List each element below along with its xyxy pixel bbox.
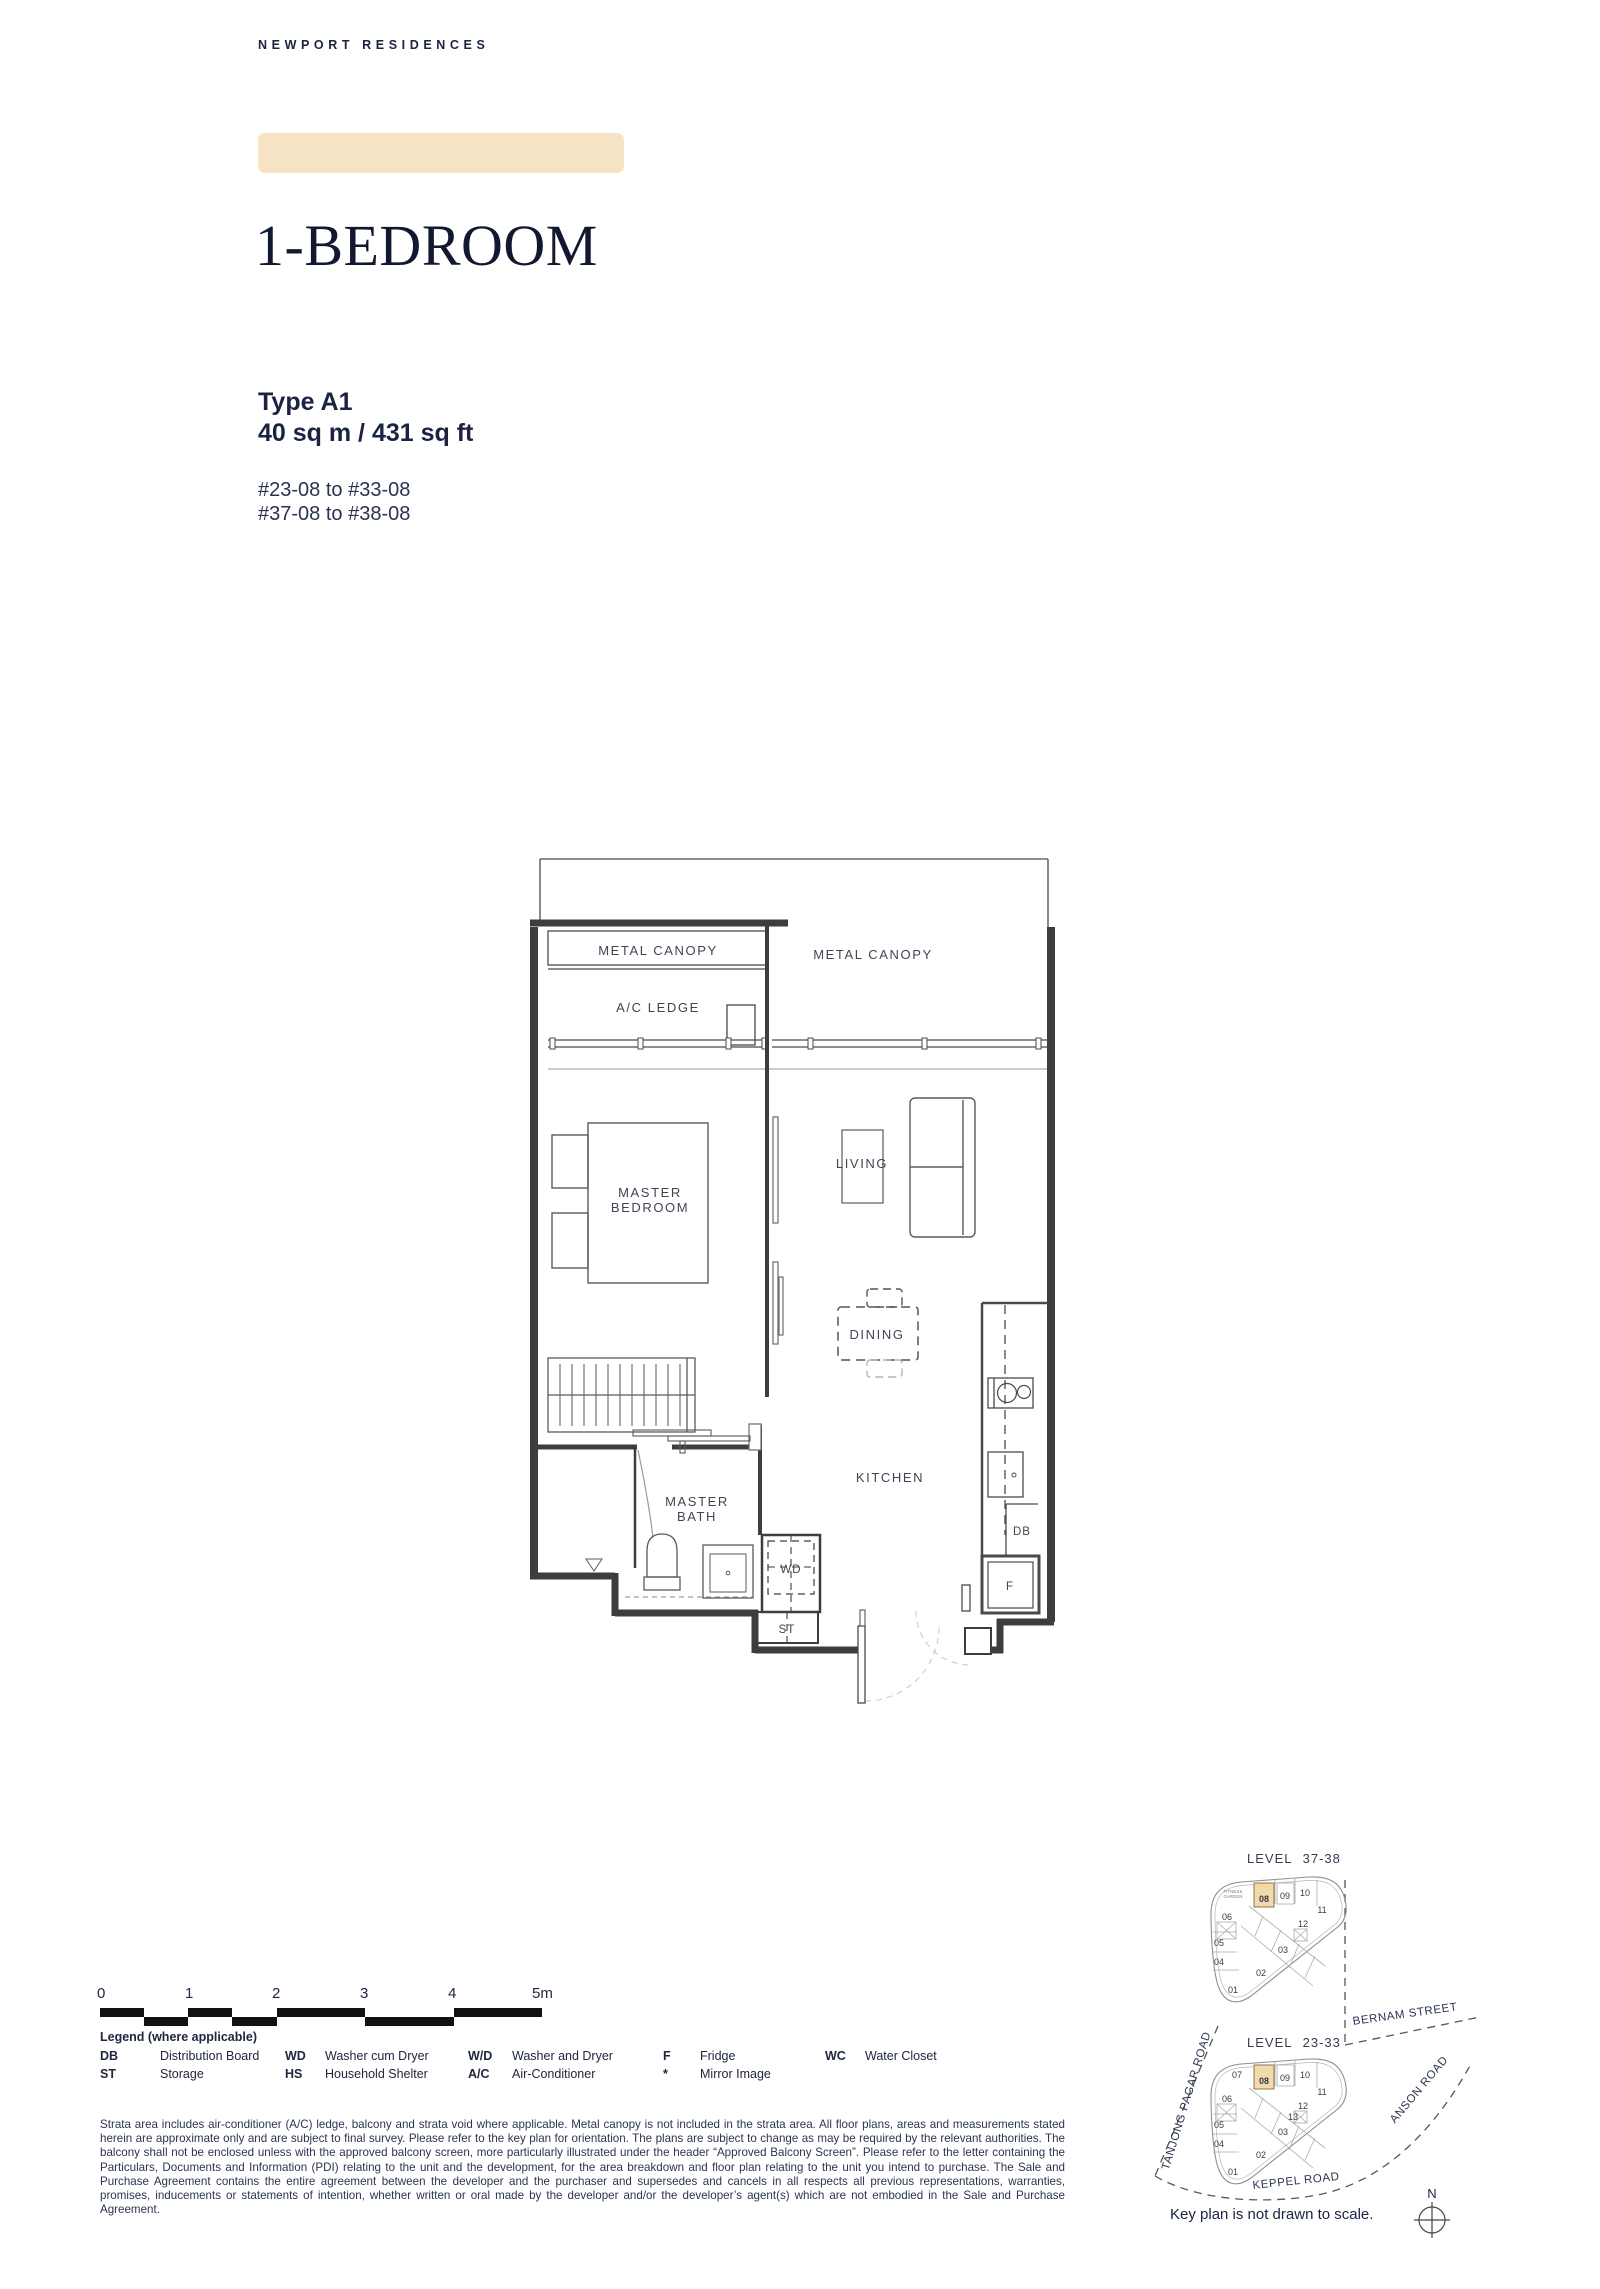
keyplan-unit-number: 10 [1299,1888,1311,1898]
scale-bar-graphic [100,2008,542,2026]
legend [100,2030,1080,2085]
keyplan-unit-number: 02 [1255,2150,1267,2160]
keyplan-unit-number: 02 [1255,1968,1267,1978]
label-kitchen: KITCHEN [855,1470,925,1485]
keyplan-unit-number: 03 [1277,1945,1289,1955]
road-anson: ANSON ROAD [1388,2054,1451,2126]
legend-item: Washer cum Dryer [325,2049,429,2063]
scale-tick: 5m [532,1985,553,2002]
legend-item: Washer and Dryer [512,2049,613,2063]
keyplan-unit-number: 04 [1213,1957,1225,1967]
keyplan-unit-number: 09 [1279,1891,1291,1901]
scale-bar-ticks [97,1985,553,2003]
label-st: ST [778,1624,796,1636]
scale-tick: 0 [97,1985,106,2002]
keyplan-unit-number: 03 [1277,2127,1289,2137]
keyplan-amenity-label: GARDEN [1223,1894,1243,1899]
keyplan-unit-number: 05 [1213,1938,1225,1948]
north-arrow-icon [1404,2182,1460,2242]
keyplan-level-bottom-label: LEVEL 23-33 [1247,2035,1341,2050]
keyplan-unit-number: 12 [1297,1919,1309,1929]
scale-tick: 3 [360,1985,369,2002]
label-wd: WD [780,1564,802,1576]
keyplan-unit-number: 10 [1299,2070,1311,2080]
legend-item: * [663,2067,668,2081]
label-dining: DINING [849,1327,905,1342]
keyplan-unit-number: 08 [1258,2076,1270,2086]
legend-item: Household Shelter [325,2067,428,2081]
keyplan-unit-number: 01 [1227,2167,1239,2177]
legend-item: Water Closet [865,2049,937,2063]
legend-item: ST [100,2067,116,2081]
road-tanjong-pagar: TANJONG PAGAR ROAD [1160,2030,1214,2172]
legend-item: Fridge [700,2049,736,2063]
unit-type-label: Type A1 [258,388,353,416]
page-title: 1-BEDROOM [255,213,598,278]
keyplan-unit-number: 08 [1258,1894,1270,1904]
outer-walls [534,927,1051,1622]
scale-tick: 1 [185,1985,194,2002]
keyplan-plate-top [1197,1874,1347,2006]
legend-item: Distribution Board [160,2049,260,2063]
label-master-bath: MASTER [665,1494,729,1509]
keyplan-unit-number: 11 [1317,1905,1327,1915]
keyplan-amenity-label: FITNESS [1223,1889,1243,1894]
keyplan-unit-number: 09 [1279,2073,1291,2083]
keyplan-caption: Key plan is not drawn to scale. [1170,2206,1374,2223]
keyplan-unit-number: 06 [1221,1912,1233,1922]
keyplan-unit-number: 06 [1221,2094,1233,2104]
keyplan-unit-number: 07 [1231,2070,1243,2080]
brand-title: NEWPORT RESIDENCES [258,38,490,52]
scale-tick: 2 [272,1985,281,2002]
label-living: LIVING [835,1156,889,1171]
entry-doors [858,1585,991,1703]
keyplan-unit-number: 04 [1213,2139,1225,2149]
legend-item: F [663,2049,671,2063]
disclaimer-text: Strata area includes air-conditioner (A/C) ledge, balcony and strata void where applicable. Metal canopy is not included in the strata area. All floor plans, areas and measurements stated herein are approximate only and are subject to final survey. Please refer to the key plan for orientation. The plans are subject to change as may be required by the relevant authorities. The balcony shall not be enclosed unless with the approved balcony screen, more particularly illustrated under the header “Approved Balcony Screen”. Please refer to the letter containing the Particulars, Documents and Information (PDI) relating to the unit and the development, for the area breakdown and floor plan relating to the unit you intend to purchase. The Sale and Purchase Agreement contains the entire agreement between the developer and the purchaser and supersedes and cancels in all respects all previous representations, warranties, promises, inducements or statements of intention, whether written or oral made by the developer and/or the developer’s agent(s) which are not embodied in the Sale and Purchase Agreement. [100,2118,1065,2217]
unit-stacks [258,478,410,526]
keyplan-plate-bottom [1197,2056,1347,2188]
scale-bar [97,1985,553,2026]
north-label: N [1427,2186,1437,2201]
label-master-bedroom: BEDROOM [610,1200,690,1215]
outer-walls-2 [530,923,1054,1653]
floorplan-drawing [520,835,1080,1725]
label-master-bedroom: MASTER [618,1185,682,1200]
legend-item: A/C [468,2067,490,2081]
legend-title: Legend (where applicable) [100,2030,257,2044]
legend-item: HS [285,2067,303,2081]
legend-item: WD [285,2049,306,2063]
accent-bar [258,133,624,173]
label-master-bath: BATH [676,1509,718,1524]
stack-line: #23-08 to #33-08 [258,479,411,501]
scale-tick: 4 [448,1985,457,2002]
legend-item: W/D [468,2049,493,2063]
legend-item: Mirror Image [700,2067,771,2081]
keyplan-unit-number: 05 [1213,2120,1225,2130]
keyplan-level-top-label: LEVEL 37-38 [1247,1851,1341,1866]
keyplan-unit-number: 13 [1287,2112,1299,2122]
road-keppel: KEPPEL ROAD [1252,2170,1341,2192]
legend-item: Storage [160,2067,204,2081]
wardrobe [548,1358,750,1453]
label-metal-canopy-left: METAL CANOPY [598,943,718,958]
label-db: DB [1013,1526,1031,1538]
road-bernam-street: BERNAM STREET [1352,2001,1459,2028]
legend-item: WC [825,2049,846,2063]
keyplan-unit-number: 12 [1297,2101,1309,2111]
label-ac-ledge: A/C LEDGE [616,1000,700,1015]
unit-area: 40 sq m / 431 sq ft [258,419,474,447]
interior-walls [538,923,767,1568]
legend-item: DB [100,2049,119,2063]
kitchen-counter [982,1303,1048,1613]
keyplan-unit-number: 01 [1227,1985,1239,1995]
legend-item: Air-Conditioner [512,2067,596,2081]
keyplan-unit-number: 11 [1317,2087,1327,2097]
label-metal-canopy-right: METAL CANOPY [813,947,933,962]
label-fridge: F [1005,1581,1015,1593]
stack-line: #37-08 to #38-08 [258,503,411,525]
